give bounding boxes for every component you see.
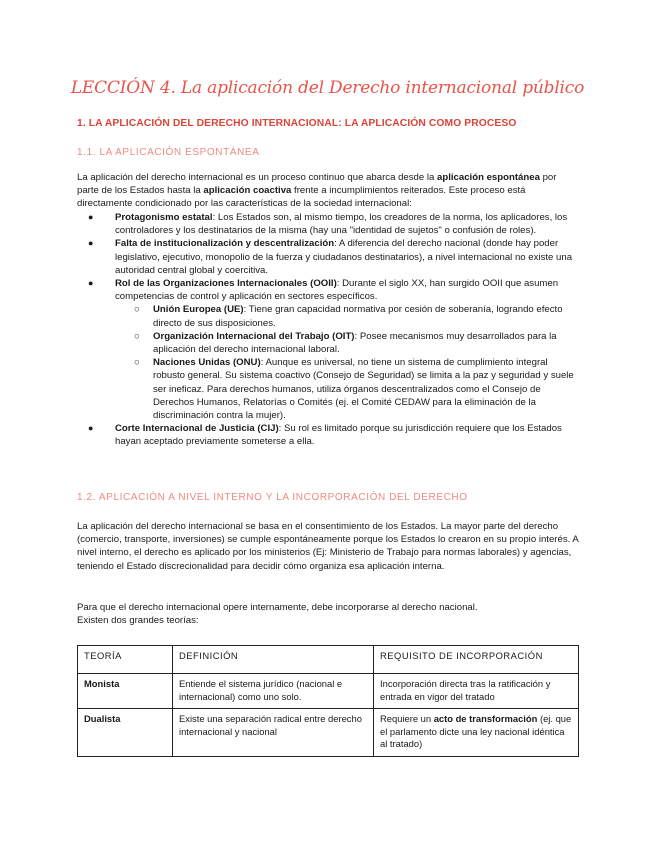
cell-requisito: Requiere un acto de transformación (ej. que el parlamento dicte una ley nacional idéntica al tratado) xyxy=(374,709,579,757)
page-title: LECCIÓN 4. La aplicación del Derecho internacional público xyxy=(70,78,585,98)
theories-table xyxy=(77,645,579,757)
list-item: ● Rol de las Organizaciones Internacionales (OOII): Durante el siglo XX, han surgido OOII que asumen competencias de control y aplicación en sectores específicos. ○ Unión Europea (UE): Tiene gran capacidad normativa por cesión de soberanía, logrando efecto directo de sus disposiciones. ○ Organización Internacional del Trabajo (OIT): Posee mecanismos muy desarrollados para la aplicación del derecho internacional laboral. ○ Naciones Unidas (ONU): Aunque es universal, no tiene un sistema de cumplimiento integral robusto general. Su sistema coactivo (Consejo de Seguridad) se limita a la paz y seguridad y suele ser ineficaz. Para derechos humanos, utiliza órganos descentralizados como el Consejo de Derechos Humanos, Relatorías o Comités (ej. el Comité CEDAW para la eliminación de la discriminación contra la mujer). xyxy=(77,277,582,422)
column-header: TEORÍA xyxy=(78,646,173,674)
characteristics-list xyxy=(77,211,582,449)
sublist-item: ○ Unión Europea (UE): Tiene gran capacidad normativa por cesión de soberanía, logrando efecto directo de sus disposiciones. xyxy=(134,304,563,329)
sublist-item: ○ Organización Internacional del Trabajo (OIT): Posee mecanismos muy desarrollados para la aplicación del derecho internacional laboral. xyxy=(134,330,557,356)
list-item: ● Corte Internacional de Justicia (CIJ): Su rol es limitado porque su jurisdicción requiere que los Estados hayan aceptado previamente someterse a ella. xyxy=(88,423,562,448)
sublist-item: ○ Naciones Unidas (ONU): Aunque es universal, no tiene un sistema de cumplimiento integral robusto general. Su sistema coactivo (Consejo de Seguridad) se limita a la paz y seguridad y suele ser ineficaz. Para derechos humanos, utiliza órganos descentralizados como el Consejo de Derechos Humanos, Relatorías o Comités (ej. el Comité CEDAW para la eliminación de la discriminación contra la mujer). xyxy=(134,357,574,422)
table-row xyxy=(78,709,579,757)
cell-requisito: Incorporación directa tras la ratificación y entrada en vigor del tratado xyxy=(374,674,579,709)
list-item: ● Falta de institucionalización y descentralización: A diferencia del derecho nacional (donde hay poder legislativo, ejecutivo, monopolio de la fuerza y ciudadanos destinatarios), a nivel internacional no existe una autoridad central global y coercitiva. xyxy=(88,238,573,276)
list-item: ● Protagonismo estatal: Los Estados son, al mismo tiempo, los creadores de la norma, los aplicadores, los controladores y los destinatarios de la misma (hay una "identidad de sujetos" o confusión de roles). xyxy=(88,212,568,237)
cell-teoria: Monista xyxy=(78,674,173,709)
subsection-heading-1-1: 1.1. LA APLICACIÓN ESPONTÁNEA xyxy=(77,147,260,158)
cell-teoria: Dualista xyxy=(78,709,173,757)
table-header-row xyxy=(78,646,579,674)
paragraph-incorporation: Para que el derecho internacional opere internamente, debe incorporarse al derecho nacional. Existen dos grandes teorías: xyxy=(77,602,478,627)
section-heading-1: 1. LA APLICACIÓN DEL DERECHO INTERNACIONAL: LA APLICACIÓN COMO PROCESO xyxy=(77,118,517,129)
column-header: DEFINICIÓN xyxy=(173,646,374,674)
intro-paragraph: La aplicación del derecho internacional es un proceso continuo que abarca desde la aplicación espontánea por parte de los Estados hasta la aplicación coactiva frente a incumplimientos reiterados. Este proceso está directamente condicionado por las características de la sociedad internacional: xyxy=(77,172,557,210)
cell-definicion: Entiende el sistema jurídico (nacional e internacional) como uno solo. xyxy=(173,674,374,709)
cell-definicion: Existe una separación radical entre derecho internacional y nacional xyxy=(173,709,374,757)
column-header: REQUISITO DE INCORPORACIÓN xyxy=(374,646,579,674)
paragraph-consent: La aplicación del derecho internacional se basa en el consentimiento de los Estados. La mayor parte del derecho (comercio, transporte, inversiones) se cumple espontáneamente porque los Estados lo crearon en su propio interés. A nivel interno, el derecho es aplicado por los ministerios (Ej: Ministerio de Trabajo para normas laborales) y agencias, teniendo el Estado discrecionalidad para decidir cómo organiza esa aplicación interna. xyxy=(77,521,579,572)
organizations-sublist xyxy=(115,303,582,422)
table-row xyxy=(78,674,579,709)
subsection-heading-1-2: 1.2. APLICACIÓN A NIVEL INTERNO Y LA INCORPORACIÓN DEL DERECHO xyxy=(77,492,468,503)
